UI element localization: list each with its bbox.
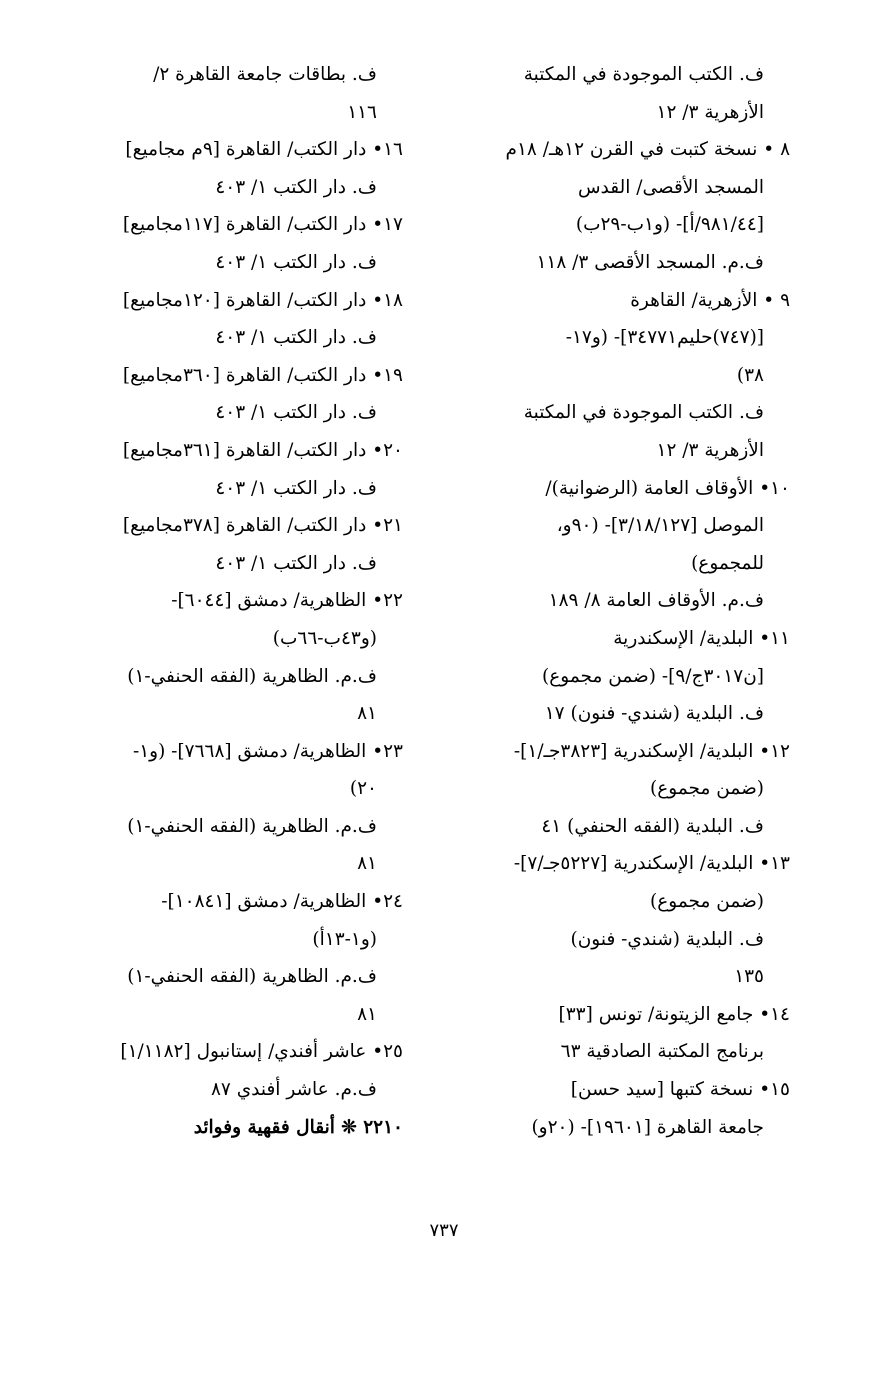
text-line: ف. البلدية (شندي- فنون) — [570, 928, 764, 950]
text-line: ف. الكتب الموجودة في المكتبة — [523, 402, 764, 424]
text-line: ف.م. الظاهرية (الفقه الحنفي-١) — [127, 966, 377, 988]
text-line: ٢٤• الظاهرية/ دمشق [١٠٨٤١]- — [161, 891, 403, 913]
text-line: ٢٥• عاشر أفندي/ إستانبول [١/١١٨٢] — [120, 1041, 403, 1063]
text-line: ١٠• الأوقاف العامة (الرضوانية)/ — [545, 477, 790, 499]
text-line: ٩ • الأزهرية/ القاهرة — [630, 289, 790, 311]
text-line: [(٧٤٧)حليم٣٤٧٧١]- (و١٧- — [565, 327, 764, 349]
text-line: ف. البلدية (الفقه الحنفي) ٤١ — [541, 815, 764, 837]
text-line: الأزهرية ٣/ ١٢ — [656, 101, 764, 123]
text-line: ف. الكتب الموجودة في المكتبة — [523, 64, 764, 85]
text-line: ٢٣• الظاهرية/ دمشق [٧٦٦٨]- (و١- — [132, 740, 403, 762]
text-line: [ن٣٠١٧ج/٩]- (ضمن مجموع) — [542, 665, 764, 687]
text-line: ١١٦ — [347, 101, 377, 123]
text-line: للمجموع) — [691, 552, 764, 574]
text-line: ١٨• دار الكتب/ القاهرة [١٢٠مجاميع] — [122, 289, 403, 311]
text-line: ف.م. الأوقاف العامة ٨/ ١٨٩ — [548, 590, 764, 612]
text-line: ف. دار الكتب ١/ ٤٠٣ — [215, 552, 377, 574]
text-line: ف. دار الكتب ١/ ٤٠٣ — [215, 402, 377, 424]
text-line: ف. دار الكتب ١/ ٤٠٣ — [215, 477, 377, 499]
text-line: ٨١ — [357, 853, 377, 875]
left-column — [58, 56, 403, 1146]
text-line: [٩٨١/٤٤/أ]- (و١ب-٢٩ب) — [575, 214, 764, 236]
text-line: جامعة القاهرة [١٩٦٠١]- (٢٠و) — [531, 1116, 764, 1138]
text-line: (و٤٣ب-٦٦ب) — [272, 627, 377, 649]
text-line: ٣٨) — [736, 364, 764, 386]
text-line: ١٣• البلدية/ الإسكندرية [٥٢٢٧جـ/٧]- — [513, 853, 790, 875]
text-line: ١٧• دار الكتب/ القاهرة [١١٧مجاميع] — [122, 214, 403, 236]
page-number: ٧٣٧ — [429, 1220, 459, 1241]
text-line: ١٦• دار الكتب/ القاهرة [٩م مجاميع] — [125, 139, 403, 161]
text-line: ف. دار الكتب ١/ ٤٠٣ — [215, 251, 377, 273]
text-line: الموصل [٣/١٨/١٢٧]- (٩٠و، — [556, 515, 764, 537]
entry-heading: ٢٢١٠ ❊ أنقال فقهية وفوائد — [193, 1116, 403, 1138]
text-line: ٢٠• دار الكتب/ القاهرة [٣٦١مجاميع] — [122, 439, 403, 461]
text-line: المسجد الأقصى/ القدس — [577, 176, 764, 198]
text-line: ٨١ — [357, 1003, 377, 1025]
text-line: ف. بطاقات جامعة القاهرة ٢/ — [153, 64, 377, 85]
text-line: ١١• البلدية/ الإسكندرية — [613, 627, 790, 649]
text-line: الأزهرية ٣/ ١٢ — [656, 439, 764, 461]
text-line: ف. دار الكتب ١/ ٤٠٣ — [215, 327, 377, 349]
text-line: ٢٢• الظاهرية/ دمشق [٦٠٤٤]- — [171, 590, 403, 612]
text-line: (و١-١٣أ) — [312, 928, 377, 950]
text-line: ١٤• جامع الزيتونة/ تونس [٣٣] — [558, 1003, 790, 1025]
text-line: ٢٠) — [349, 778, 377, 800]
text-line: ف. البلدية (شندي- فنون) ١٧ — [544, 703, 764, 725]
text-line: ف.م. الظاهرية (الفقه الحنفي-١) — [127, 815, 377, 837]
text-line: ف.م. الظاهرية (الفقه الحنفي-١) — [127, 665, 377, 687]
text-line: ١٣٥ — [734, 966, 764, 988]
text-line: (ضمن مجموع) — [650, 891, 764, 913]
text-line: ف.م. عاشر أفندي ٨٧ — [210, 1079, 377, 1101]
text-line: ٢١• دار الكتب/ القاهرة [٣٧٨مجاميع] — [122, 515, 403, 537]
right-column — [440, 56, 790, 1146]
text-line: ف.م. المسجد الأقصى ٣/ ١١٨ — [536, 251, 764, 273]
text-line: (ضمن مجموع) — [650, 778, 764, 800]
text-line: ٨١ — [357, 703, 377, 725]
text-line: ٨ • نسخة كتبت في القرن ١٢هـ/ ١٨م — [505, 139, 790, 161]
text-line: ١٢• البلدية/ الإسكندرية [٣٨٢٣جـ/١]- — [513, 740, 790, 762]
text-line: ف. دار الكتب ١/ ٤٠٣ — [215, 176, 377, 198]
text-line: ١٩• دار الكتب/ القاهرة [٣٦٠مجاميع] — [122, 364, 403, 386]
text-line: برنامج المكتبة الصادقية ٦٣ — [560, 1041, 764, 1063]
text-line: ١٥• نسخة كتبها [سيد حسن] — [570, 1079, 790, 1101]
